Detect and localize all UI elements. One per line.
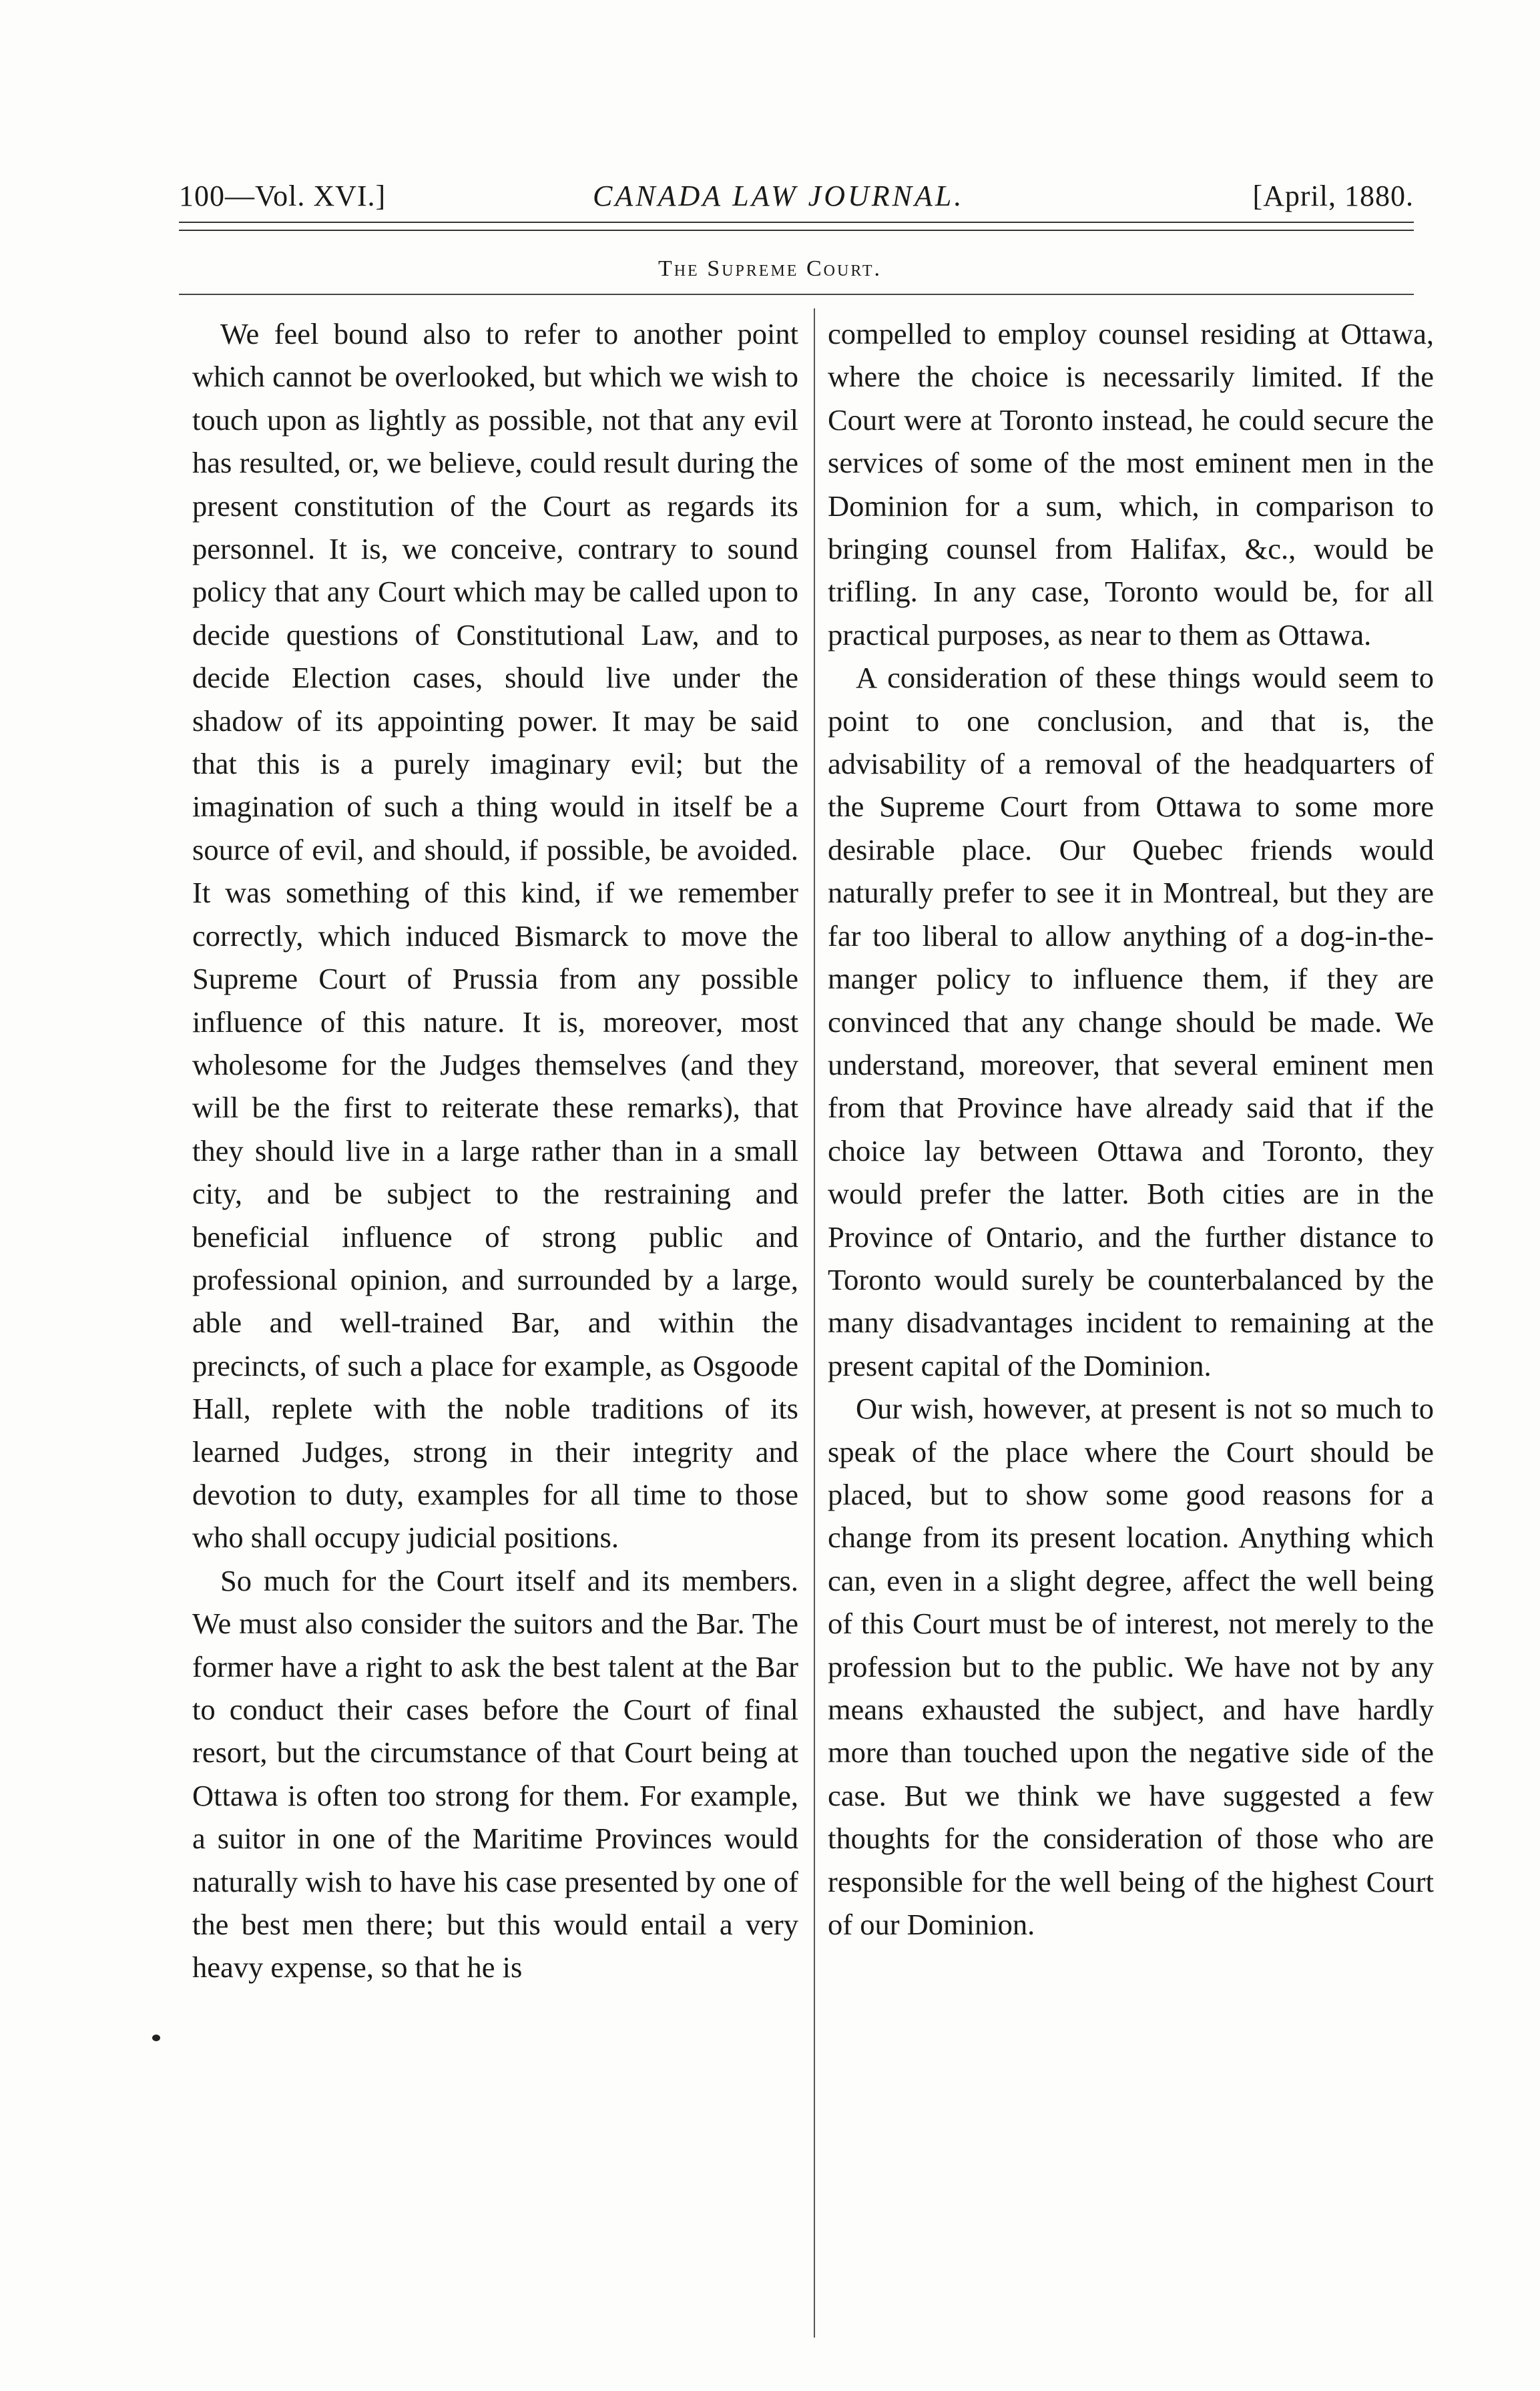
section-rule — [179, 294, 1414, 295]
column-divider — [814, 308, 815, 2338]
page-number-volume: 100—Vol. XVI.] — [179, 180, 387, 212]
paragraph: We feel bound also to refer to another point which cannot be overlooked, but which we wish to touch upon as lightly as possible, not that any evil has resulted, or, we believe, could result during the present constitution of the Court as regards its personnel. It is, we conceive, contrary to sound policy that any Court which may be called upon to decide questions of Constitutional Law, and to decide Election cases, should live under the shadow of its appointing power. It may be said that this is a purely imaginary evil; but the imagination of such a thing would in itself be a source of evil, and should, if possible, be avoided. It was something of this kind, if we remember correctly, which induced Bismarck to move the Supreme Court of Prussia from any possible influence of this nature. It is, moreover, most wholesome for the Judges themselves (and they will be the first to reiterate these remarks), that they should live in a large rather than in a small city, and be subject to the restraining and beneficial influence of strong public and professional opinion, and surrounded by a large, able and well-trained Bar, and within the precincts, of such a place for example, as Osgoode Hall, replete with the noble traditions of its learned Judges, strong in their integrity and devotion to duty, examples for all time to those who shall occupy judicial positions. — [192, 317, 798, 1555]
issue-date: [April, 1880. — [1252, 180, 1414, 212]
journal-title: CANADA LAW JOURNAL. — [593, 180, 965, 212]
paragraph: A consideration of these things would seem to point to one conclusion, and that is, the advisability of a removal of the headquarters of the Supreme Court from Ottawa to some more desirable place. Our Quebec friends would naturally prefer to see it in Montreal, but they are far too liberal to allow anything of a dog-in-the-manger policy to influence them, if they are convinced that any change should be made. We understand, moreover, that several eminent men from that Province have already said that if the choice lay between Ottawa and Toronto, they would prefer the latter. Both cities are in the Province of Ontario, and the further distance to Toronto would surely be counterbalanced by the many disadvantages incident to remaining at the present capital of the Dominion. — [828, 661, 1434, 1382]
section-title: The Supreme Court. — [658, 256, 882, 281]
running-head — [179, 179, 1414, 219]
paragraph-continued: compelled to employ counsel residing at Ottawa, where the choice is necessarily limited. If the Court were at Toronto instead, he could secure the services of some of the most eminent men in the Dominion for a sum, which, in comparison to bringing counsel from Halifax, &c., would be trifling. In any case, Toronto would be, for all practical purposes, as near to them as Ottawa. — [828, 317, 1434, 651]
paragraph: Our wish, however, at present is not so much to speak of the place where the Court should be placed, but to show some good reasons for a change from its present location. Anything which can, even in a slight degree, affect the well being of this Court must be of interest, not merely to the profession but to the public. We have not by any means exhausted the subject, and have hardly more than touched upon the negative side of the case. But we think we have suggested a few thoughts for the consideration of those who are responsible for the well being of the highest Court of our Dominion. — [828, 1392, 1434, 1942]
ink-speck — [152, 2035, 160, 2041]
paragraph: So much for the Court itself and its members. We must also consider the suitors and the Bar. The former have a right to ask the best talent at the Bar to conduct their cases before the Court of final resort, but the circumstance of that Court being at Ottawa is often too strong for them. For example, a suitor in one of the Maritime Provinces would naturally wish to have his case presented by one of the best men there; but this would entail a very heavy expense, so that he is — [192, 1563, 798, 1984]
header-rule — [179, 222, 1414, 231]
left-column — [192, 312, 798, 1989]
right-column — [828, 312, 1434, 1946]
